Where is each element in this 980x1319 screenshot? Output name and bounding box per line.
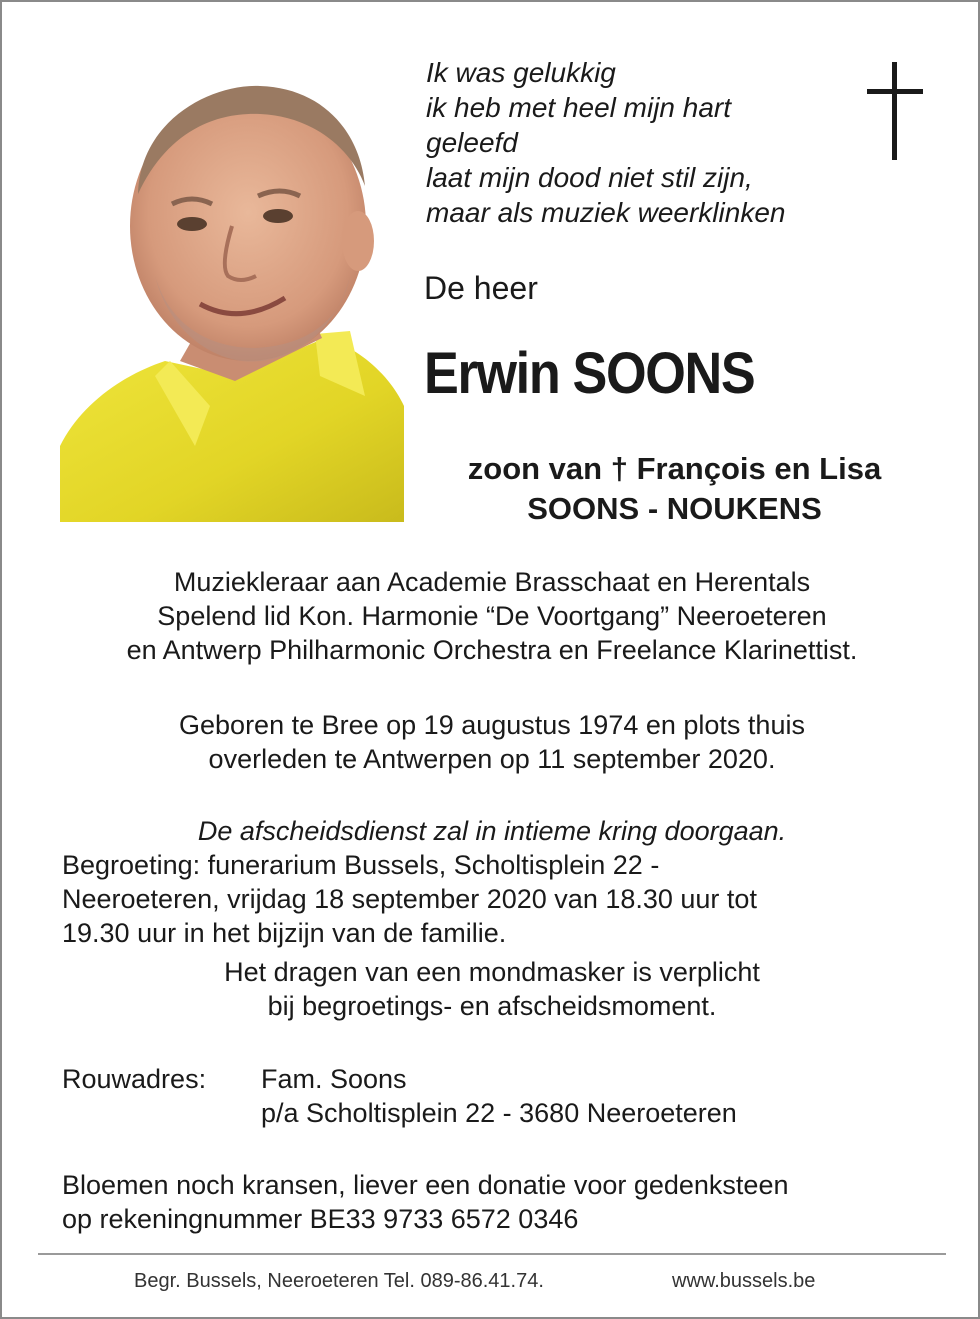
visitation-line: Begroeting: funerarium Bussels, Scholtisplein 22 - bbox=[62, 850, 660, 880]
poem-line: ik heb met heel mijn hart bbox=[426, 92, 732, 123]
deceased-name: Erwin SOONS bbox=[424, 341, 755, 406]
address-label: Rouwadres: bbox=[62, 1064, 207, 1094]
poem-line: laat mijn dood niet stil zijn, bbox=[426, 162, 753, 193]
visitation-line: Neeroeteren, vrijdag 18 september 2020 van 18.30 uur tot bbox=[62, 884, 757, 914]
address-line: p/a Scholtisplein 22 - 3680 Neeroeteren bbox=[261, 1098, 737, 1128]
dates-line: Geboren te Bree op 19 augustus 1974 en plots thuis bbox=[179, 710, 805, 740]
parents-surnames: SOONS - NOUKENS bbox=[527, 491, 822, 526]
poem bbox=[426, 55, 866, 230]
service-intro: De afscheidsdienst zal in intieme kring doorgaan. bbox=[197, 816, 787, 846]
dates-line: overleden te Antwerpen op 11 september 2020. bbox=[208, 744, 776, 774]
poem-line: maar als muziek weerklinken bbox=[426, 197, 786, 228]
visitation-details bbox=[62, 848, 882, 950]
flowers-line: op rekeningnummer BE33 9733 6572 0346 bbox=[62, 1204, 579, 1234]
poem-line: geleefd bbox=[426, 127, 518, 158]
flowers-line: Bloemen noch kransen, liever een donatie voor gedenksteen bbox=[62, 1170, 789, 1200]
cross-icon bbox=[864, 62, 926, 162]
mask-line: Het dragen van een mondmasker is verplicht bbox=[224, 957, 760, 987]
address-lines bbox=[261, 1062, 737, 1130]
visitation-line: 19.30 uur in het bijzijn van de familie. bbox=[62, 918, 507, 948]
parents-line: zoon van † François en Lisa bbox=[467, 451, 882, 486]
honorific: De heer bbox=[424, 270, 538, 306]
portrait-illustration bbox=[60, 76, 404, 522]
bio-line: en Antwerp Philharmonic Orchestra en Freelance Klarinettist. bbox=[126, 635, 858, 665]
poem-line: Ik was gelukkig bbox=[426, 57, 616, 88]
biography bbox=[2, 565, 980, 667]
mask-notice bbox=[2, 955, 980, 1023]
address-line: Fam. Soons bbox=[261, 1064, 407, 1094]
mask-line: bij begroetings- en afscheidsmoment. bbox=[267, 991, 717, 1021]
bio-line: Muziekleraar aan Academie Brasschaat en Herentals bbox=[173, 567, 811, 597]
funeral-home-website[interactable]: www.bussels.be bbox=[672, 1270, 816, 1292]
parents-block bbox=[407, 449, 942, 529]
footer-divider bbox=[38, 1253, 946, 1255]
flowers-notice bbox=[62, 1168, 788, 1236]
bio-line: Spelend lid Kon. Harmonie “De Voortgang” Neeroeteren bbox=[157, 601, 827, 631]
funeral-home-contact: Begr. Bussels, Neeroeteren Tel. 089-86.41.74. bbox=[134, 1270, 544, 1292]
life-dates bbox=[2, 708, 980, 776]
portrait-photo bbox=[60, 76, 404, 522]
